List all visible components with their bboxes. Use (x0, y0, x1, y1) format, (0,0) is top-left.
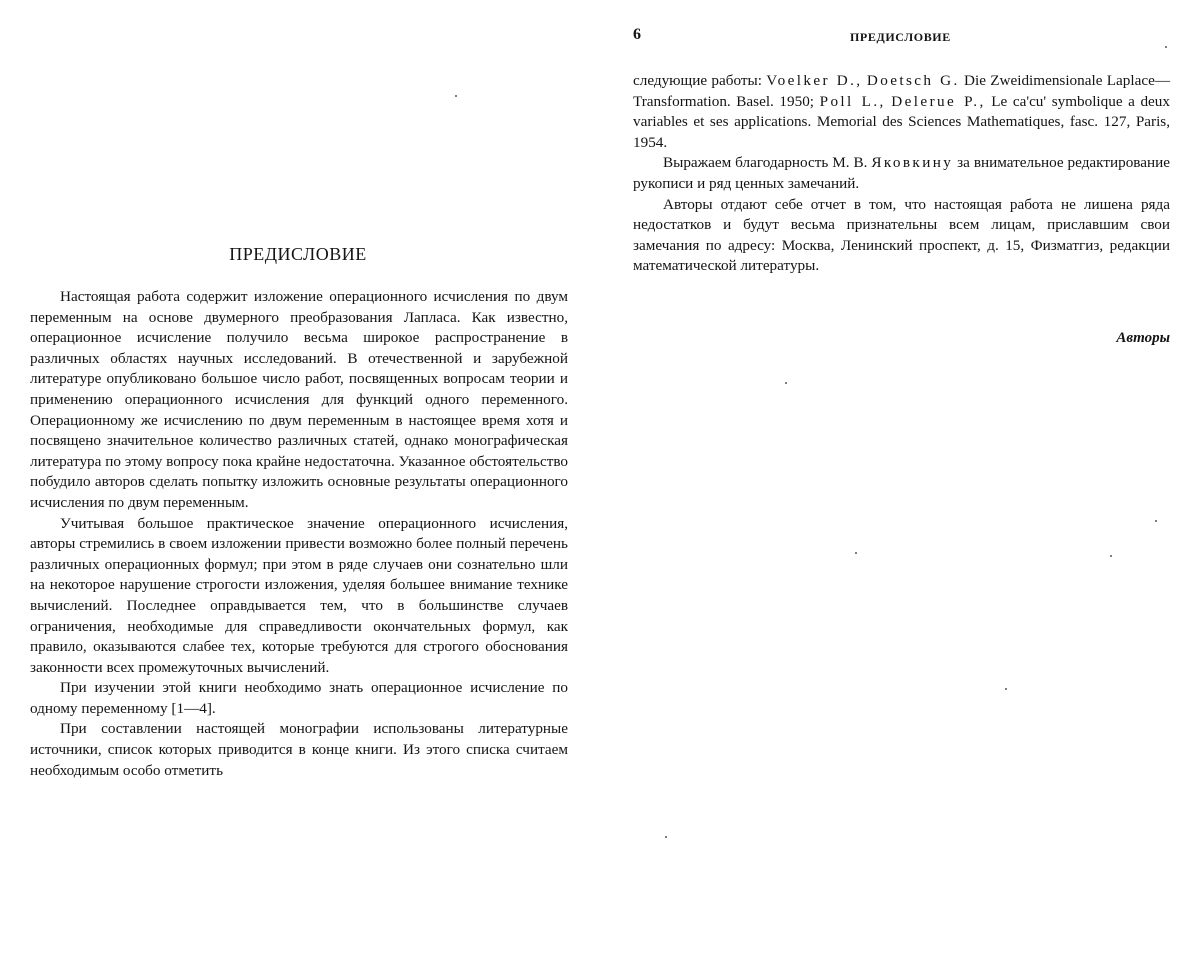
author-poll: Poll L., (819, 92, 886, 110)
right-page-body (633, 71, 1170, 277)
acknowledgement-paragraph (633, 153, 1170, 194)
page-number: 6 (633, 26, 641, 43)
scan-speck (1165, 46, 1167, 48)
running-title: ПРЕДИСЛОВИЕ (850, 30, 951, 44)
acknowledgement-rest: за внимательное редактирование рукописи и ряд ценных замечаний. (633, 154, 1171, 192)
references-paragraph (633, 71, 1170, 153)
left-page-body (30, 287, 568, 781)
closing-paragraph: Авторы отдают себе отчет в том, что настоящая работа не лишена ряда недостатков и будут весьма признательны всем лицам, приславшим свои замечания по адресу: Москва, Ленинский проспект, д. 15, Физматгиз, редакции математической литературы. (633, 195, 1170, 275)
scan-speck (665, 836, 667, 838)
author-delerue: Delerue P., (891, 92, 986, 110)
paragraph-2: Учитывая большое практическое значение операционного исчисления, авторы стремились в своем изложении привести возможно более полный перечень различных операционных формул; при этом в ряде случаев они сознательно шли на некоторое нарушение строгости изложения, уделяя большее внимание технике вычислений. Последнее оправдывается тем, что в большинстве случаев ограничения, необходимые для справедливости окончательных формул, как правило, оказываются слабее тех, которые требуются для строгого обоснования законности всех промежуточных вычислений. (30, 514, 568, 676)
references-intro: следующие работы: (633, 72, 767, 89)
paragraph-3: При изучении этой книги необходимо знать операционное исчисление по одному переменному [1—4]. (30, 679, 568, 717)
scan-speck (1005, 688, 1007, 690)
scan-speck (1155, 520, 1157, 522)
scan-speck (455, 95, 457, 97)
scan-speck (855, 552, 857, 554)
author-voelker: Voelker D., (766, 72, 863, 89)
reference-2-title: Le ca'cu' symbolique a deux variables et ses applications. Memorial des Sciences Mathematiques, fasc. 127, Paris, 1954. (633, 92, 1170, 151)
right-page (600, 0, 1200, 955)
acknowledgement-intro: Выражаем благодарность М. В. (663, 154, 872, 172)
reference-1-title: Die Zweidimensionale Laplace—Transformation. Basel. 1950; (633, 72, 1171, 110)
preface-title: ПРЕДИСЛОВИЕ (229, 244, 367, 264)
signature-authors: Авторы (1116, 330, 1170, 346)
paragraph-1: Настоящая работа содержит изложение операционного исчисления по двум переменным на основе двумерного преобразования Лапласа. Как известно, операционное исчисление получило весьма широкое распространение в различных областях научных исследований. В отечественной и зарубежной литературе опубликовано большое число работ, посвященных вопросам теории и применению операционного исчисления для функций одного переменного. Операционному же исчислению по двум переменным в настоящее время хотя и посвящено значительное количество различных статей, однако монографическая литература по этому вопросу пока крайне недостаточна. Указанное обстоятельство побудило авторов сделать попытку изложить основные результаты операционного исчисления по двум переменным. (30, 288, 568, 511)
author-doetsch: Doetsch G. (866, 72, 960, 89)
paragraph-4: При составлении настоящей монографии использованы литературные источники, список которых приводится в конце книги. Из этого списка считаем необходимым особо отметить (30, 720, 568, 779)
editor-name: Яковкину (871, 154, 954, 172)
scan-speck (1110, 555, 1112, 557)
scan-speck (785, 382, 787, 384)
